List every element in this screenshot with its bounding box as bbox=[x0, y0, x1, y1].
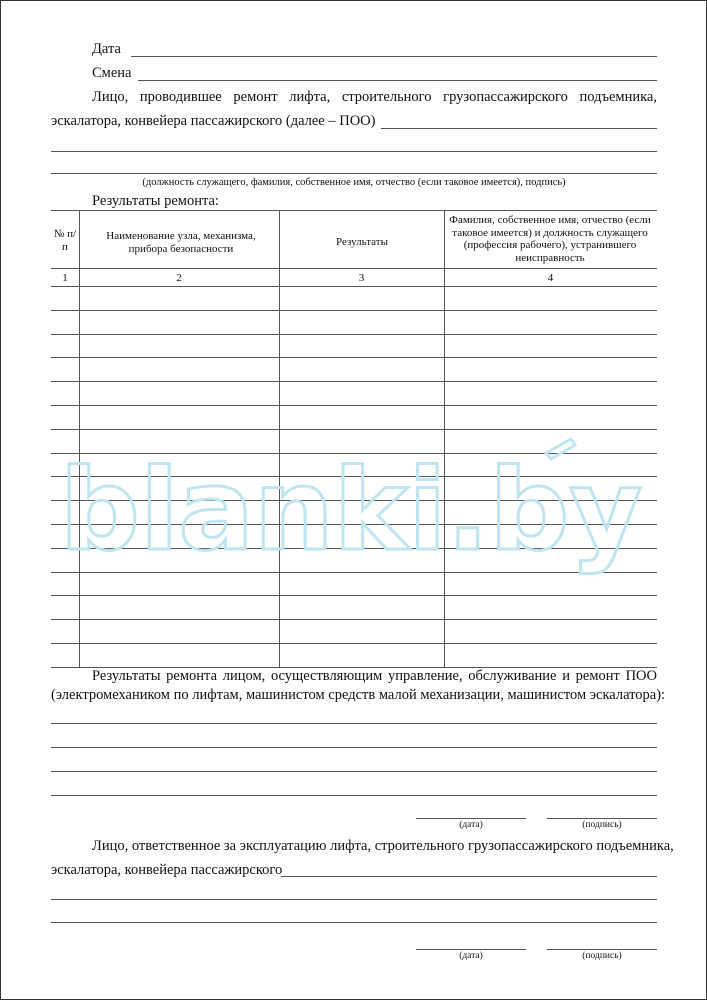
person-line-b[interactable] bbox=[51, 151, 657, 152]
section2-sign-caption: (подпись) bbox=[582, 820, 622, 830]
section2-text-line1: Результаты ремонта лицом, осуществляющим управление, обслуживание и ремонт ПОО bbox=[92, 668, 657, 684]
section3-date-caption: (дата) bbox=[459, 951, 483, 961]
col1-header: № п/п bbox=[53, 228, 77, 253]
repair-results-table bbox=[51, 210, 657, 668]
section3-text-line2: эскалатора, конвейера пассажирского bbox=[51, 862, 283, 878]
col3-header: Результаты bbox=[336, 236, 388, 248]
section3-line-b[interactable] bbox=[51, 899, 657, 900]
section3-line-a[interactable] bbox=[281, 876, 657, 877]
col2-number: 2 bbox=[176, 272, 182, 284]
section3-sign-line[interactable] bbox=[547, 949, 657, 950]
date-label: Дата bbox=[92, 41, 121, 57]
section2-date-caption: (дата) bbox=[459, 820, 483, 830]
section3-text-line1: Лицо, ответственное за эксплуатацию лифта, строительного грузопассажирского подъемника, bbox=[92, 838, 674, 854]
col1-number: 1 bbox=[62, 272, 68, 284]
person-line-c[interactable] bbox=[51, 173, 657, 174]
section3-line-c[interactable] bbox=[51, 922, 657, 923]
date-line[interactable] bbox=[131, 56, 657, 57]
table-title: Результаты ремонта: bbox=[92, 193, 219, 209]
col2-header: Наименование узла, механизма, прибора безопасности bbox=[106, 230, 256, 255]
person-text-line1: Лицо, проводившее ремонт лифта, строительного грузопассажирского подъемника, bbox=[92, 89, 657, 105]
col3-number: 3 bbox=[358, 272, 365, 284]
section2-line-1[interactable] bbox=[51, 723, 657, 724]
person-text-line2: эскалатора, конвейера пассажирского (далее – ПОО) bbox=[51, 113, 376, 129]
person-caption: (должность служащего, фамилия, собственное имя, отчество (если таковое имеется), подпись) bbox=[142, 177, 566, 188]
section2-line-3[interactable] bbox=[51, 771, 657, 772]
section3-sign-caption: (подпись) bbox=[582, 951, 622, 961]
section2-line-4[interactable] bbox=[51, 795, 657, 796]
section2-line-2[interactable] bbox=[51, 747, 657, 748]
watermark-text: blanki.by bbox=[59, 446, 643, 576]
col4-header: Фамилия, собственное имя, отчество (если таковое имеется) и должность служащего (профессия рабочего), устранившего неисправность bbox=[449, 214, 651, 264]
shift-line[interactable] bbox=[138, 80, 657, 81]
col4-number: 4 bbox=[547, 272, 554, 284]
person-line-a[interactable] bbox=[381, 128, 657, 129]
shift-label: Смена bbox=[92, 65, 132, 81]
section2-sign-line[interactable] bbox=[547, 818, 657, 819]
section2-date-line[interactable] bbox=[416, 818, 526, 819]
section2-text-line2: (электромехаником по лифтам, машинистом средств малой механизации, машинистом эскалатора): bbox=[51, 687, 666, 703]
section3-date-line[interactable] bbox=[416, 949, 526, 950]
